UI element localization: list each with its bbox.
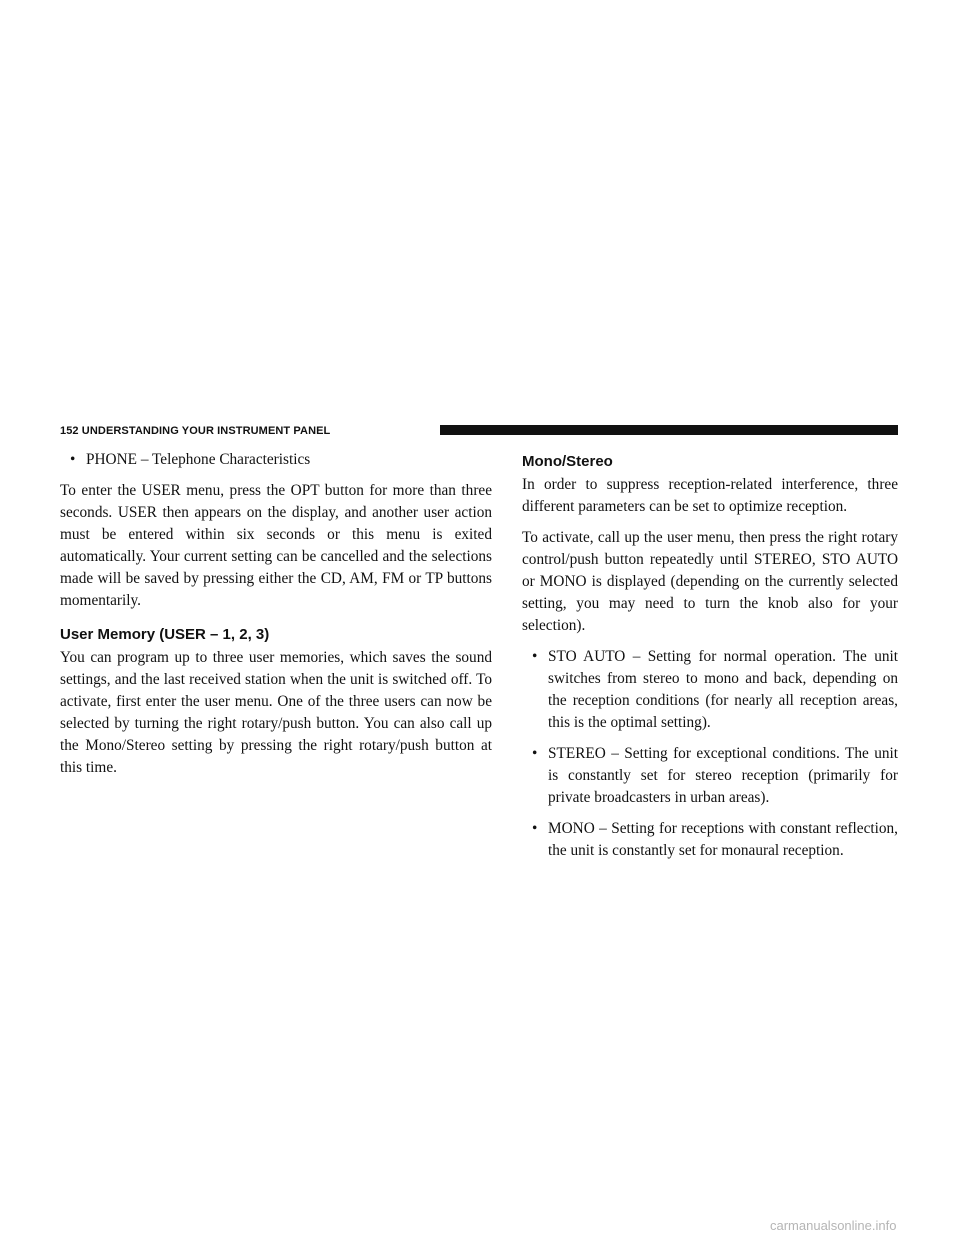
bullet-item-sto-auto <box>522 646 898 734</box>
bullet-text-sto-auto: STO AUTO – Setting for normal operation. The unit switches from stereo to mono and back, depending on the reception conditions (for nearly all reception areas, this is the optimal setting). <box>548 648 898 731</box>
heading-mono-stereo: Mono/Stereo <box>522 453 613 470</box>
bullet-dot-icon: • <box>532 648 538 665</box>
left-column <box>60 449 492 788</box>
page-number-title: 152 UNDERSTANDING YOUR INSTRUMENT PANEL <box>60 425 331 437</box>
heading-user-memory: User Memory (USER – 1, 2, 3) <box>60 626 270 643</box>
bullet-dot-icon: • <box>532 745 538 762</box>
paragraph-enter-user-menu: To enter the USER menu, press the OPT button for more than three seconds. USER then appears on the display, and another user action must be entered within six seconds or this menu is exited automatically. Your current setting can be cancelled and the selections made will be saved by pressing either the CD, AM, FM or TP buttons momentarily. <box>60 482 492 609</box>
paragraph-user-memory: You can program up to three user memories, which saves the sound settings, and the last received station when the unit is switched off. To activate, first enter the user menu. One of the three users can now be selected by turning the right rotary/push button. You can also call up the Mono/Stereo setting by pressing the right rotary/push button at this time. <box>60 649 492 776</box>
bullet-item-phone <box>60 449 492 471</box>
right-column <box>522 449 898 871</box>
bullet-text-phone: PHONE – Telephone Characteristics <box>86 451 311 468</box>
paragraph-suppress-interference: In order to suppress reception-related interference, three different parameters can be set to optimize reception. <box>522 476 898 515</box>
paragraph-activate: To activate, call up the user menu, then press the right rotary control/push button repeatedly until STEREO, STO AUTO or MONO is displayed (depending on the currently selected setting, you may need to turn the knob also for your selection). <box>522 529 898 634</box>
page-header <box>60 424 898 438</box>
bullet-item-stereo <box>522 743 898 809</box>
bullet-text-mono: MONO – Setting for receptions with constant reflection, the unit is constantly set for monaural reception. <box>548 820 898 859</box>
bullet-dot-icon: • <box>70 451 76 468</box>
header-rule-bar <box>440 425 898 435</box>
bullet-dot-icon: • <box>532 820 538 837</box>
bullet-item-mono <box>522 818 898 862</box>
watermark-domain-link[interactable]: carmanualsonline.info <box>770 1218 897 1233</box>
bullet-text-stereo: STEREO – Setting for exceptional conditions. The unit is constantly set for stereo reception (primarily for private broadcasters in urban areas). <box>548 745 898 806</box>
